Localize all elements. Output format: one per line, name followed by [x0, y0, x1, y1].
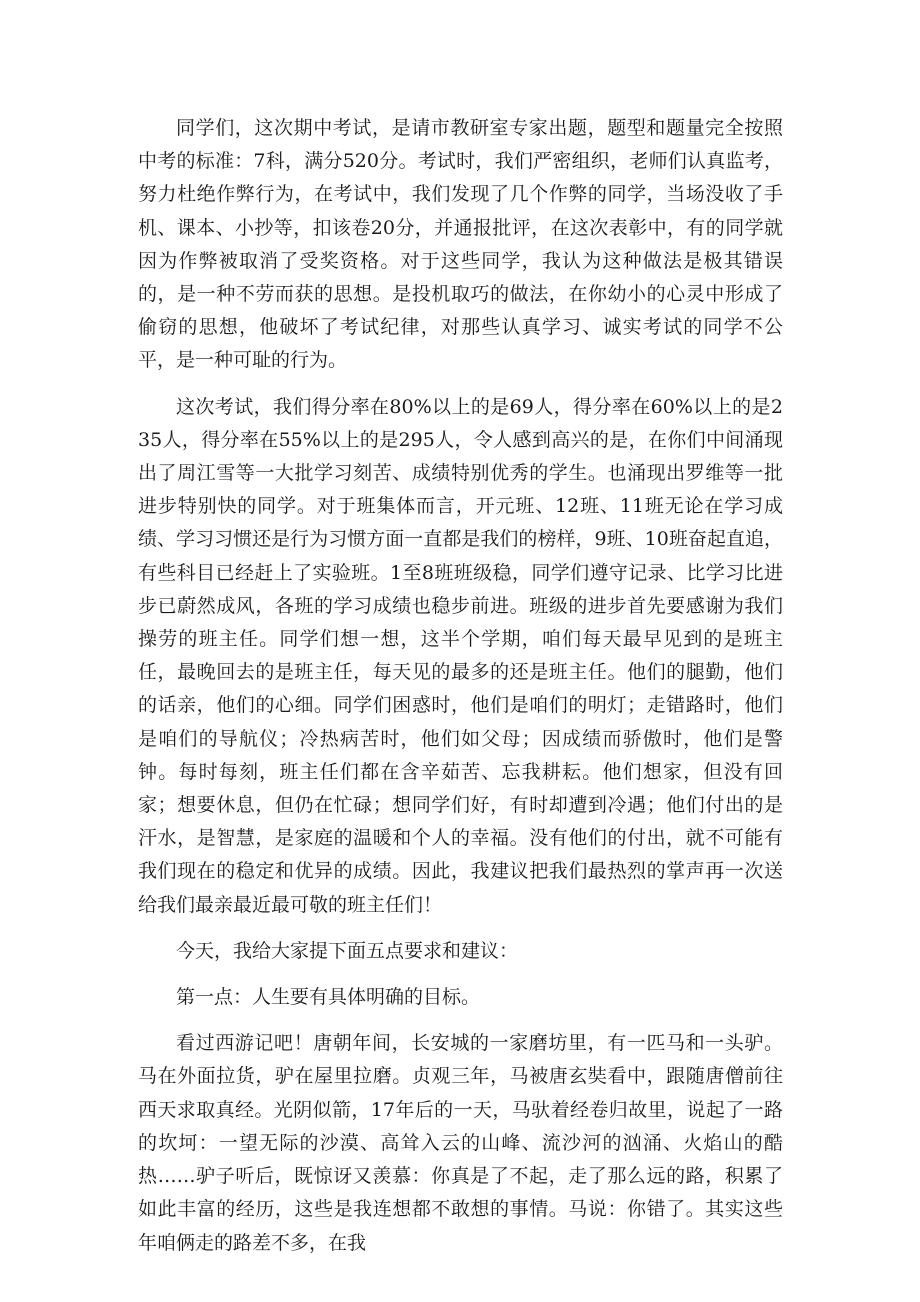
- paragraph-suggestions-intro: 今天，我给大家提下面五点要求和建议：: [176, 939, 519, 962]
- paragraph-exam-results: 这次考试，我们得分率在80%以上的是69人，得分率在60%以上的是235人，得分率在55%以上的是295人，令人感到高兴的是，在你们中间涌现出了周江雪等一大批学习刻苦、成绩特别优秀的学生。也涌现出罗维等一批进步特别快的同学。对于班集体而言，开元班、12班、11班无论在学习成绩、学习习惯还是行为习惯方面一直都是我们的榜样，9班、10班奋起直追，有些科目已经赶上了实验班。1至8班班级稳，同学们遵守记录、比学习比进步已蔚然成风，各班的学习成绩也稳步前进。班级的进步首先要感谢为我们操劳的班主任。同学们想一想，这半个学期，咱们每天最早见到的是班主任，最晚回去的是班主任，每天见的最多的还是班主任。他们的腿勤，他们的话亲，他们的心细。同学们困惑时，他们是咱们的明灯；走错路时，他们是咱们的导航仪；冷热病苦时，他们如父母；因成绩而骄傲时，他们是警钟。每时每刻，班主任们都在含辛茹苦、忘我耕耘。他们想家，但没有回家；想要休息，但仍在忙碌；想同学们好，有时却遭到冷遇；他们付出的是汗水，是智慧，是家庭的温暖和个人的幸福。没有他们的付出，就不可能有我们现在的稳定和优异的成绩。因此，我建议把我们最热烈的掌声再一次送给我们最亲最近最可敬的班主任们！: [138, 395, 783, 916]
- paragraph-exam-integrity: 同学们，这次期中考试，是请市教研室专家出题，题型和题量完全按照中考的标准：7科，满分520分。考试时，我们严密组织，老师们认真监考，努力杜绝作弊行为，在考试中，我们发现了几个作弊的同学，当场没收了手机、课本、小抄等，扣该卷20分，并通报批评，在这次表彰中，有的同学就因为作弊被取消了受奖资格。对于这些同学，我认为这种做法是极其错误的，是一种不劳而获的思想。是投机取巧的做法，在你幼小的心灵中形成了偷窃的思想，他破坏了考试纪律，对那些认真学习、诚实考试的同学不公平，是一种可耻的行为。: [138, 117, 783, 372]
- paragraph-journey-story: 看过西游记吧！唐朝年间，长安城的一家磨坊里，有一匹马和一头驴。马在外面拉货，驴在屋里拉磨。贞观三年，马被唐玄奘看中，跟随唐僧前往西天求取真经。光阴似箭，17年后的一天，马驮着经卷归故里，说起了一路的坎坷：一望无际的沙漠、高耸入云的山峰、流沙河的汹涌、火焰山的酷热……驴子听后，既惊讶又羡慕：你真是了不起，走了那么远的路，积累了如此丰富的经历，这些是我连想都不敢想的事情。马说：你错了。其实这些年咱俩走的路差不多，在我: [138, 1032, 783, 1254]
- document-body: [138, 112, 783, 1273]
- paragraph-point-one-heading: 第一点：人生要有具体明确的目标。: [176, 986, 481, 1009]
